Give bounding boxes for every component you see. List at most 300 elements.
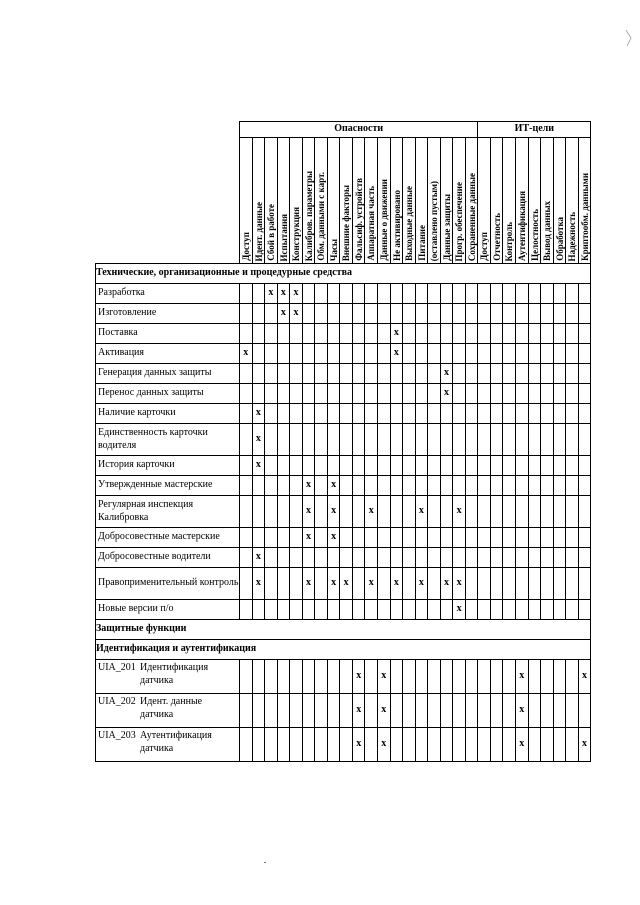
requirement-name: Идент. данные датчика [140, 696, 203, 720]
matrix-cell [440, 728, 453, 762]
matrix-cell [302, 304, 315, 324]
matrix-cell [265, 304, 278, 324]
matrix-cell [340, 728, 353, 762]
matrix-cell [428, 344, 441, 364]
matrix-cell [465, 694, 478, 728]
matrix-cell [240, 694, 253, 728]
matrix-mark: x [352, 728, 365, 762]
matrix-cell [352, 424, 365, 456]
matrix-cell [252, 528, 265, 548]
matrix-cell [403, 424, 416, 456]
matrix-cell [290, 404, 303, 424]
row-label: Генерация данных защиты [96, 364, 240, 384]
matrix-cell [490, 284, 503, 304]
matrix-cell [315, 660, 328, 694]
matrix-cell [415, 364, 428, 384]
section-row-identification [96, 640, 591, 660]
matrix-cell [503, 456, 516, 476]
row-label: Утвержденные мастерские [96, 476, 240, 496]
matrix-cell [553, 404, 566, 424]
matrix-cell [315, 324, 328, 344]
matrix-cell [415, 384, 428, 404]
matrix-cell [403, 284, 416, 304]
matrix-cell [352, 384, 365, 404]
matrix-cell [315, 600, 328, 620]
matrix-cell [302, 728, 315, 762]
matrix-cell [566, 364, 579, 384]
matrix-cell [240, 424, 253, 456]
matrix-cell [290, 548, 303, 568]
matrix-cell [578, 548, 591, 568]
matrix-cell [541, 364, 554, 384]
matrix-cell [415, 660, 428, 694]
matrix-cell [340, 324, 353, 344]
matrix-cell [290, 424, 303, 456]
matrix-mark: x [327, 476, 340, 496]
matrix-cell [490, 324, 503, 344]
matrix-cell [403, 456, 416, 476]
table-row [96, 528, 591, 548]
matrix-cell [277, 344, 290, 364]
matrix-cell [315, 528, 328, 548]
matrix-cell [403, 304, 416, 324]
matrix-cell [465, 456, 478, 476]
matrix-cell [440, 600, 453, 620]
matrix-cell [252, 476, 265, 496]
column-header-label: Данные защиты [441, 194, 452, 261]
matrix-cell [578, 284, 591, 304]
matrix-cell [490, 528, 503, 548]
column-header [490, 138, 503, 264]
matrix-cell [478, 728, 491, 762]
matrix-cell [428, 284, 441, 304]
matrix-cell [566, 528, 579, 548]
matrix-cell [465, 324, 478, 344]
matrix-cell [365, 728, 378, 762]
matrix-cell [315, 728, 328, 762]
matrix-cell [352, 528, 365, 548]
table-row [96, 548, 591, 568]
matrix-cell [390, 528, 403, 548]
matrix-cell [415, 548, 428, 568]
matrix-cell [277, 496, 290, 528]
table-row [96, 344, 591, 364]
matrix-cell [240, 728, 253, 762]
column-header [378, 138, 391, 264]
matrix-cell [516, 456, 529, 476]
matrix-cell [428, 600, 441, 620]
matrix-cell [478, 424, 491, 456]
matrix-cell [302, 660, 315, 694]
matrix-cell [252, 694, 265, 728]
column-header [516, 138, 529, 264]
matrix-cell [566, 660, 579, 694]
matrix-cell [265, 568, 278, 600]
column-header-label: Не активировано [391, 190, 402, 261]
matrix-cell [440, 476, 453, 496]
matrix-cell [566, 344, 579, 364]
column-header-label: Криптообм. данными [579, 173, 590, 261]
matrix-mark: x [252, 456, 265, 476]
column-header-label: Обработка [554, 217, 565, 261]
column-header [277, 138, 290, 264]
matrix-cell [378, 568, 391, 600]
row-label [96, 694, 240, 728]
table-row [96, 456, 591, 476]
matrix-cell [465, 384, 478, 404]
matrix-cell [240, 384, 253, 404]
matrix-cell [415, 456, 428, 476]
matrix-cell [528, 548, 541, 568]
matrix-cell [265, 476, 278, 496]
matrix-cell [453, 284, 466, 304]
matrix-cell [277, 568, 290, 600]
matrix-cell [390, 304, 403, 324]
matrix-cell [578, 344, 591, 364]
matrix-cell [440, 324, 453, 344]
matrix-cell [553, 728, 566, 762]
matrix-cell [415, 476, 428, 496]
matrix-cell [390, 284, 403, 304]
column-header-label: Сбой в работе [266, 204, 277, 261]
matrix-cell [516, 568, 529, 600]
column-header-label: Испытания [278, 213, 289, 261]
matrix-cell [290, 660, 303, 694]
table-row [96, 364, 591, 384]
matrix-cell [566, 284, 579, 304]
matrix-cell [403, 568, 416, 600]
matrix-cell [265, 660, 278, 694]
matrix-mark: x [516, 660, 529, 694]
matrix-cell [390, 384, 403, 404]
matrix-mark: x [365, 568, 378, 600]
column-header-label: Отчетность [491, 213, 502, 261]
matrix-cell [290, 600, 303, 620]
matrix-mark: x [302, 476, 315, 496]
matrix-cell [516, 384, 529, 404]
matrix-cell [378, 344, 391, 364]
matrix-cell [340, 660, 353, 694]
matrix-cell [541, 600, 554, 620]
it-goals-group-header: ИТ-цели [478, 122, 591, 138]
matrix-cell [428, 384, 441, 404]
matrix-cell [453, 404, 466, 424]
matrix-cell [478, 476, 491, 496]
matrix-cell [302, 324, 315, 344]
matrix-cell [428, 364, 441, 384]
matrix-cell [490, 568, 503, 600]
matrix-cell [516, 324, 529, 344]
matrix-cell [277, 528, 290, 548]
matrix-cell [327, 694, 340, 728]
matrix-cell [340, 384, 353, 404]
matrix-cell [566, 476, 579, 496]
matrix-cell [503, 364, 516, 384]
matrix-mark: x [302, 568, 315, 600]
matrix-cell [290, 324, 303, 344]
matrix-mark: x [390, 344, 403, 364]
matrix-cell [528, 344, 541, 364]
matrix-cell [503, 660, 516, 694]
matrix-cell [541, 344, 554, 364]
matrix-cell [390, 424, 403, 456]
column-header-label: Данные о движении [379, 179, 390, 261]
matrix-mark: x [440, 364, 453, 384]
column-header [566, 138, 579, 264]
matrix-cell [302, 344, 315, 364]
matrix-cell [240, 284, 253, 304]
matrix-cell [465, 404, 478, 424]
row-label: Перенос данных защиты [96, 384, 240, 404]
matrix-cell [528, 568, 541, 600]
matrix-cell [428, 496, 441, 528]
matrix-cell [403, 404, 416, 424]
requirement-name: Идентификация датчика [140, 662, 209, 686]
matrix-cell [352, 364, 365, 384]
table-row [96, 324, 591, 344]
matrix-cell [428, 324, 441, 344]
matrix-cell [453, 304, 466, 324]
matrix-cell [566, 600, 579, 620]
row-label: Регулярная инспекция Калибровка [96, 496, 240, 528]
matrix-cell [440, 528, 453, 548]
row-label: Изготовление [96, 304, 240, 324]
matrix-cell [340, 344, 353, 364]
matrix-cell [503, 284, 516, 304]
matrix-cell [478, 344, 491, 364]
matrix-cell [352, 304, 365, 324]
matrix-cell [503, 384, 516, 404]
matrix-cell [327, 384, 340, 404]
matrix-cell [415, 304, 428, 324]
matrix-cell [290, 528, 303, 548]
matrix-cell [340, 694, 353, 728]
matrix-cell [566, 496, 579, 528]
matrix-mark: x [327, 496, 340, 528]
column-header [340, 138, 353, 264]
matrix-cell [578, 364, 591, 384]
matrix-cell [553, 456, 566, 476]
matrix-cell [528, 528, 541, 548]
row-label: Разработка [96, 284, 240, 304]
matrix-cell [453, 364, 466, 384]
matrix-cell [378, 424, 391, 456]
matrix-cell [478, 694, 491, 728]
matrix-cell [516, 284, 529, 304]
matrix-cell [528, 694, 541, 728]
matrix-cell [403, 344, 416, 364]
matrix-cell [415, 324, 428, 344]
stray-dot [264, 862, 266, 863]
matrix-cell [490, 424, 503, 456]
matrix-cell [490, 496, 503, 528]
requirement-name: Аутентификация датчика [140, 730, 212, 754]
matrix-cell [541, 528, 554, 548]
matrix-cell [315, 496, 328, 528]
row-label [96, 728, 240, 762]
matrix-cell [378, 528, 391, 548]
table-row [96, 476, 591, 496]
table-row [96, 304, 591, 324]
matrix-cell [566, 404, 579, 424]
requirement-code: UIA_203 [98, 730, 136, 741]
matrix-cell [566, 384, 579, 404]
matrix-cell [578, 496, 591, 528]
matrix-cell [352, 600, 365, 620]
matrix-cell [290, 496, 303, 528]
matrix-cell [390, 548, 403, 568]
matrix-cell [315, 364, 328, 384]
matrix-cell [453, 660, 466, 694]
matrix-cell [240, 404, 253, 424]
matrix-cell [302, 424, 315, 456]
matrix-cell [503, 324, 516, 344]
matrix-cell [528, 404, 541, 424]
column-header [503, 138, 516, 264]
column-header-label: Обм. данными с карт. [316, 172, 327, 261]
matrix-cell [415, 600, 428, 620]
matrix-cell [578, 600, 591, 620]
column-header-label: Аутентификация [517, 191, 528, 261]
column-header-label: Контроль [504, 221, 515, 261]
matrix-cell [453, 694, 466, 728]
matrix-cell [465, 660, 478, 694]
matrix-cell [265, 344, 278, 364]
matrix-mark: x [352, 694, 365, 728]
matrix-cell [352, 496, 365, 528]
column-header [403, 138, 416, 264]
matrix-cell [365, 476, 378, 496]
matrix-cell [365, 600, 378, 620]
matrix-cell [277, 384, 290, 404]
matrix-cell [541, 496, 554, 528]
matrix-cell [390, 496, 403, 528]
matrix-cell [378, 404, 391, 424]
matrix-cell [277, 694, 290, 728]
matrix-cell [516, 404, 529, 424]
matrix-cell [453, 548, 466, 568]
matrix-cell [428, 404, 441, 424]
matrix-cell [415, 528, 428, 548]
matrix-cell [365, 344, 378, 364]
matrix-mark: x [516, 694, 529, 728]
matrix-cell [240, 324, 253, 344]
matrix-cell [528, 600, 541, 620]
matrix-cell [465, 600, 478, 620]
matrix-cell [352, 456, 365, 476]
matrix-cell [302, 404, 315, 424]
row-label: Единственность карточки водителя [96, 424, 240, 456]
matrix-cell [578, 456, 591, 476]
matrix-cell [252, 496, 265, 528]
matrix-mark: x [277, 304, 290, 324]
matrix-cell [465, 548, 478, 568]
matrix-cell [578, 324, 591, 344]
matrix-cell [440, 404, 453, 424]
matrix-cell [478, 324, 491, 344]
matrix-cell [290, 384, 303, 404]
column-header [415, 138, 428, 264]
matrix-cell [428, 424, 441, 456]
matrix-cell [553, 496, 566, 528]
matrix-cell [403, 548, 416, 568]
matrix-cell [516, 364, 529, 384]
matrix-cell [503, 728, 516, 762]
matrix-mark: x [415, 568, 428, 600]
matrix-mark: x [516, 728, 529, 762]
matrix-cell [415, 284, 428, 304]
matrix-cell [465, 424, 478, 456]
matrix-cell [365, 694, 378, 728]
matrix-cell [340, 496, 353, 528]
matrix-cell [265, 456, 278, 476]
matrix-cell [516, 548, 529, 568]
matrix-mark: x [365, 496, 378, 528]
matrix-cell [378, 364, 391, 384]
matrix-cell [553, 528, 566, 548]
matrix-cell [265, 364, 278, 384]
matrix-mark: x [277, 284, 290, 304]
matrix-cell [403, 694, 416, 728]
matrix-mark: x [265, 284, 278, 304]
matrix-cell [490, 728, 503, 762]
matrix-cell [553, 324, 566, 344]
matrix-cell [528, 424, 541, 456]
matrix-cell [440, 424, 453, 456]
matrix-cell [290, 364, 303, 384]
matrix-cell [528, 456, 541, 476]
matrix-cell [265, 384, 278, 404]
matrix-cell [578, 528, 591, 548]
matrix-cell [252, 384, 265, 404]
matrix-mark: x [340, 568, 353, 600]
matrix-cell [528, 496, 541, 528]
matrix-cell [490, 404, 503, 424]
matrix-cell [403, 496, 416, 528]
matrix-cell [440, 284, 453, 304]
matrix-cell [528, 476, 541, 496]
column-header-label: Доступ [241, 232, 251, 261]
matrix-cell [265, 424, 278, 456]
matrix-cell [465, 344, 478, 364]
matrix-cell [440, 344, 453, 364]
column-header-label: (оставлено пустым) [429, 180, 440, 261]
matrix-cell [252, 728, 265, 762]
matrix-cell [490, 364, 503, 384]
matrix-cell [541, 284, 554, 304]
matrix-cell [578, 694, 591, 728]
matrix-cell [340, 476, 353, 496]
matrix-cell [340, 548, 353, 568]
matrix-cell [428, 694, 441, 728]
matrix-cell [503, 304, 516, 324]
matrix-cell [378, 548, 391, 568]
matrix-cell [453, 344, 466, 364]
section-row-tech-measures [96, 264, 591, 284]
column-header [440, 138, 453, 264]
matrix-cell [327, 424, 340, 456]
matrix-cell [365, 404, 378, 424]
matrix-cell [378, 456, 391, 476]
matrix-cell [440, 496, 453, 528]
matrix-cell [478, 456, 491, 476]
matrix-cell [365, 284, 378, 304]
matrix-cell [403, 364, 416, 384]
table-row [96, 284, 591, 304]
matrix-cell [390, 476, 403, 496]
matrix-cell [302, 694, 315, 728]
matrix-cell [553, 384, 566, 404]
